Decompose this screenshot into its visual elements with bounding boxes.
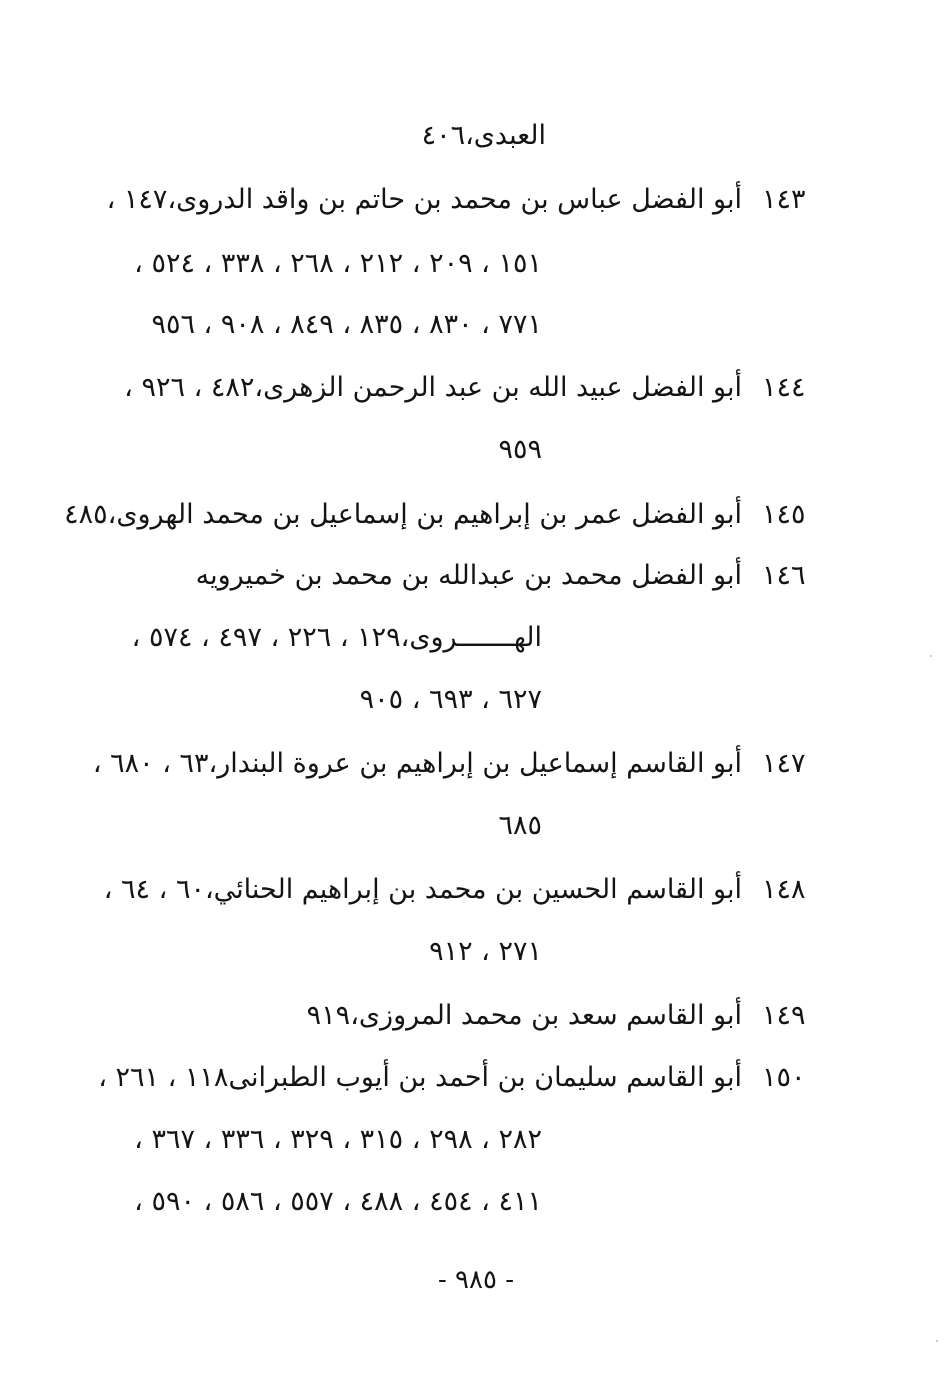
entry-continuation (0, 1182, 952, 1222)
entry-text: أبو الفضل محمد بن عبدالله بن محمد بن خميرويه (195, 560, 742, 591)
page-refs: ٧٧١ ، ٨٣٠ ، ٨٣٥ ، ٨٤٩ ، ٩٠٨ ، ٩٥٦ (151, 309, 542, 340)
page-refs: ٩٥٩ (498, 434, 542, 465)
entry-number: ١٤٩ (762, 1000, 806, 1031)
index-entry-150 (0, 1058, 952, 1098)
entry-continuation (0, 932, 952, 972)
entry-text: أبو القاسم الحسين بن محمد بن إبراهيم الحنائي،٦٠ ، ٦٤ ، (103, 874, 742, 905)
entry-text: أبو القاسم إسماعيل بن إبراهيم بن عروة البندار،٦٣ ، ٦٨٠ ، (92, 748, 742, 779)
scan-speck (930, 655, 932, 657)
entry-number: ١٥٠ (762, 1062, 806, 1093)
entry-text: أبو الفضل عبيد الله بن عبد الرحمن الزهرى،٤٨٢ ، ٩٢٦ ، (124, 372, 742, 403)
entry-continuation (0, 305, 952, 345)
entry-continuation (0, 680, 952, 720)
page-number: - ٩٨٥ - (437, 1265, 515, 1295)
index-entry-147 (0, 744, 952, 784)
entry-number: ١٤٣ (762, 184, 806, 215)
index-entry-146 (0, 556, 952, 596)
entry-text: أبو الفضل عمر بن إبراهيم بن إسماعيل بن محمد الهروى،٤٨٥ (64, 499, 742, 530)
page-refs: ١٥١ ، ٢٠٩ ، ٢١٢ ، ٢٦٨ ، ٣٣٨ ، ٥٢٤ ، (134, 248, 542, 279)
index-entry-149 (0, 996, 952, 1036)
entry-number: ١٤٤ (762, 372, 806, 403)
entry-number: ١٤٨ (762, 874, 806, 905)
page-refs: ٢٧١ ، ٩١٢ (429, 936, 542, 967)
index-entry-143 (0, 180, 952, 220)
entry-number: ١٤٧ (762, 748, 806, 779)
entry-text: أبو القاسم سعد بن محمد المروزى،٩١٩ (306, 1000, 742, 1031)
index-entry-148 (0, 870, 952, 910)
page-refs: ٦٨٥ (498, 810, 542, 841)
page-refs: الهـــــــروى،١٢٩ ، ٢٢٦ ، ٤٩٧ ، ٥٧٤ ، (131, 622, 542, 653)
entry-continuation (0, 244, 952, 284)
entry-number: ١٤٦ (762, 560, 806, 591)
entry-text: أبو الفضل عباس بن محمد بن حاتم بن واقد الدروى،١٤٧ ، (106, 184, 742, 215)
continuation-line (0, 116, 546, 156)
scan-speck (936, 1340, 938, 1342)
page-refs: ٤١١ ، ٤٥٤ ، ٤٨٨ ، ٥٥٧ ، ٥٨٦ ، ٥٩٠ ، (134, 1186, 542, 1217)
entry-continuation (0, 806, 952, 846)
entry-continuation (0, 618, 952, 658)
entry-number: ١٤٥ (762, 499, 806, 530)
index-entry-145 (0, 495, 952, 535)
entry-text: أبو القاسم سليمان بن أحمد بن أيوب الطبرانى١١٨ ، ٢٦١ ، (98, 1062, 742, 1093)
continuation-text: العبدى،٤٠٦ (421, 120, 546, 151)
entry-continuation (0, 430, 952, 470)
entry-continuation (0, 1120, 952, 1160)
index-entry-144 (0, 368, 952, 408)
page-refs: ٦٢٧ ، ٦٩٣ ، ٩٠٥ (359, 684, 542, 715)
page-refs: ٢٨٢ ، ٢٩٨ ، ٣١٥ ، ٣٢٩ ، ٣٣٦ ، ٣٦٧ ، (134, 1124, 542, 1155)
